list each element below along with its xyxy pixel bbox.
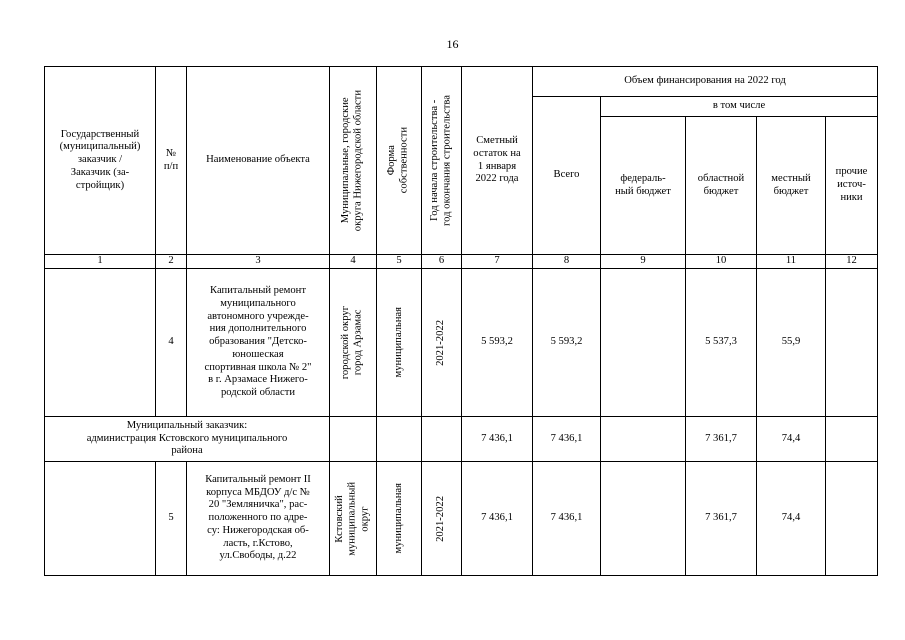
total-value: 7 436,1 [533, 417, 601, 462]
header-total: Всего [533, 97, 601, 255]
regional-value: 5 537,3 [686, 269, 757, 417]
column-number: 11 [757, 255, 826, 269]
municipal-cell [330, 462, 377, 576]
municipal-cell [330, 269, 377, 417]
ownership-cell [377, 269, 422, 417]
other-value [826, 462, 878, 576]
header-num: № п/п [156, 67, 187, 255]
header-other: прочие источ- ники [826, 117, 878, 255]
municipal-text: Кстовский муниципальный округ [333, 481, 371, 556]
customer-summary: Муниципальный заказчик: администрация Кстовского муниципального района [45, 417, 330, 462]
total-value: 5 593,2 [533, 269, 601, 417]
federal-value [601, 462, 686, 576]
estimate-value: 7 436,1 [462, 462, 533, 576]
local-value: 55,9 [757, 269, 826, 417]
column-number: 10 [686, 255, 757, 269]
years-text: 2021-2022 [435, 319, 447, 366]
row-number: 5 [156, 462, 187, 576]
customer-cell [45, 269, 156, 417]
municipal-text: городской округ город Арзамас [340, 305, 364, 380]
ownership-cell [377, 462, 422, 576]
federal-value [601, 417, 686, 462]
header-estimate: Сметный остаток на 1 января 2022 года [462, 67, 533, 255]
local-value: 74,4 [757, 417, 826, 462]
header-municipal-text: Муниципальные, городские округа Нижегородской области [340, 89, 364, 232]
header-municipal [330, 67, 377, 255]
page-number: 16 [446, 37, 459, 51]
empty-cell [330, 417, 377, 462]
column-number: 2 [156, 255, 187, 269]
header-ownership-text: Форма собственности [386, 127, 410, 194]
total-value: 7 436,1 [533, 462, 601, 576]
table-row [45, 462, 878, 576]
column-number: 1 [45, 255, 156, 269]
estimate-value: 7 436,1 [462, 417, 533, 462]
header-financing: Объем финансирования на 2022 год [533, 67, 878, 97]
empty-cell [377, 417, 422, 462]
header-customer: Государственный (муниципальный) заказчик / Заказчик (за- стройщик) [45, 67, 156, 255]
header-local: местный бюджет [757, 117, 826, 255]
years-text: 2021-2022 [435, 495, 447, 542]
header-regional: областной бюджет [686, 117, 757, 255]
header-years-text: Год начала строительства - год окончания строительства [428, 95, 453, 226]
header-ownership [377, 67, 422, 255]
years-cell [422, 269, 462, 417]
years-cell [422, 462, 462, 576]
column-number: 4 [330, 255, 377, 269]
table-row-summary [45, 417, 878, 462]
column-numbers-row [45, 255, 878, 269]
table-row [45, 269, 878, 417]
object-name: Капитальный ремонт муниципального автономного учрежде- ния дополнительного образования "Детско- юношеская спортивная школа № 2" в г. Арзамасе Нижего- родской области [187, 269, 330, 417]
regional-value: 7 361,7 [686, 462, 757, 576]
column-number: 9 [601, 255, 686, 269]
other-value [826, 269, 878, 417]
header-object-name: Наименование объекта [187, 67, 330, 255]
header-including: в том числе [601, 97, 878, 117]
column-number: 5 [377, 255, 422, 269]
federal-value [601, 269, 686, 417]
object-name: Капитальный ремонт II корпуса МБДОУ д/с № 20 "Земляничка", рас- положенного по адре- су: Нижегородская об- ласть, г.Кстово, ул.Свободы, д.22 [187, 462, 330, 576]
customer-cell [45, 462, 156, 576]
local-value: 74,4 [757, 462, 826, 576]
empty-cell [422, 417, 462, 462]
other-value [826, 417, 878, 462]
regional-value: 7 361,7 [686, 417, 757, 462]
column-number: 12 [826, 255, 878, 269]
financing-table [44, 66, 878, 576]
header-federal: федераль- ный бюджет [601, 117, 686, 255]
row-number: 4 [156, 269, 187, 417]
ownership-text: муниципальная [392, 483, 404, 554]
estimate-value: 5 593,2 [462, 269, 533, 417]
ownership-text: муниципальная [392, 307, 404, 378]
column-number: 6 [422, 255, 462, 269]
header-row-financing [45, 67, 878, 97]
header-years [422, 67, 462, 255]
column-number: 3 [187, 255, 330, 269]
column-number: 8 [533, 255, 601, 269]
column-number: 7 [462, 255, 533, 269]
